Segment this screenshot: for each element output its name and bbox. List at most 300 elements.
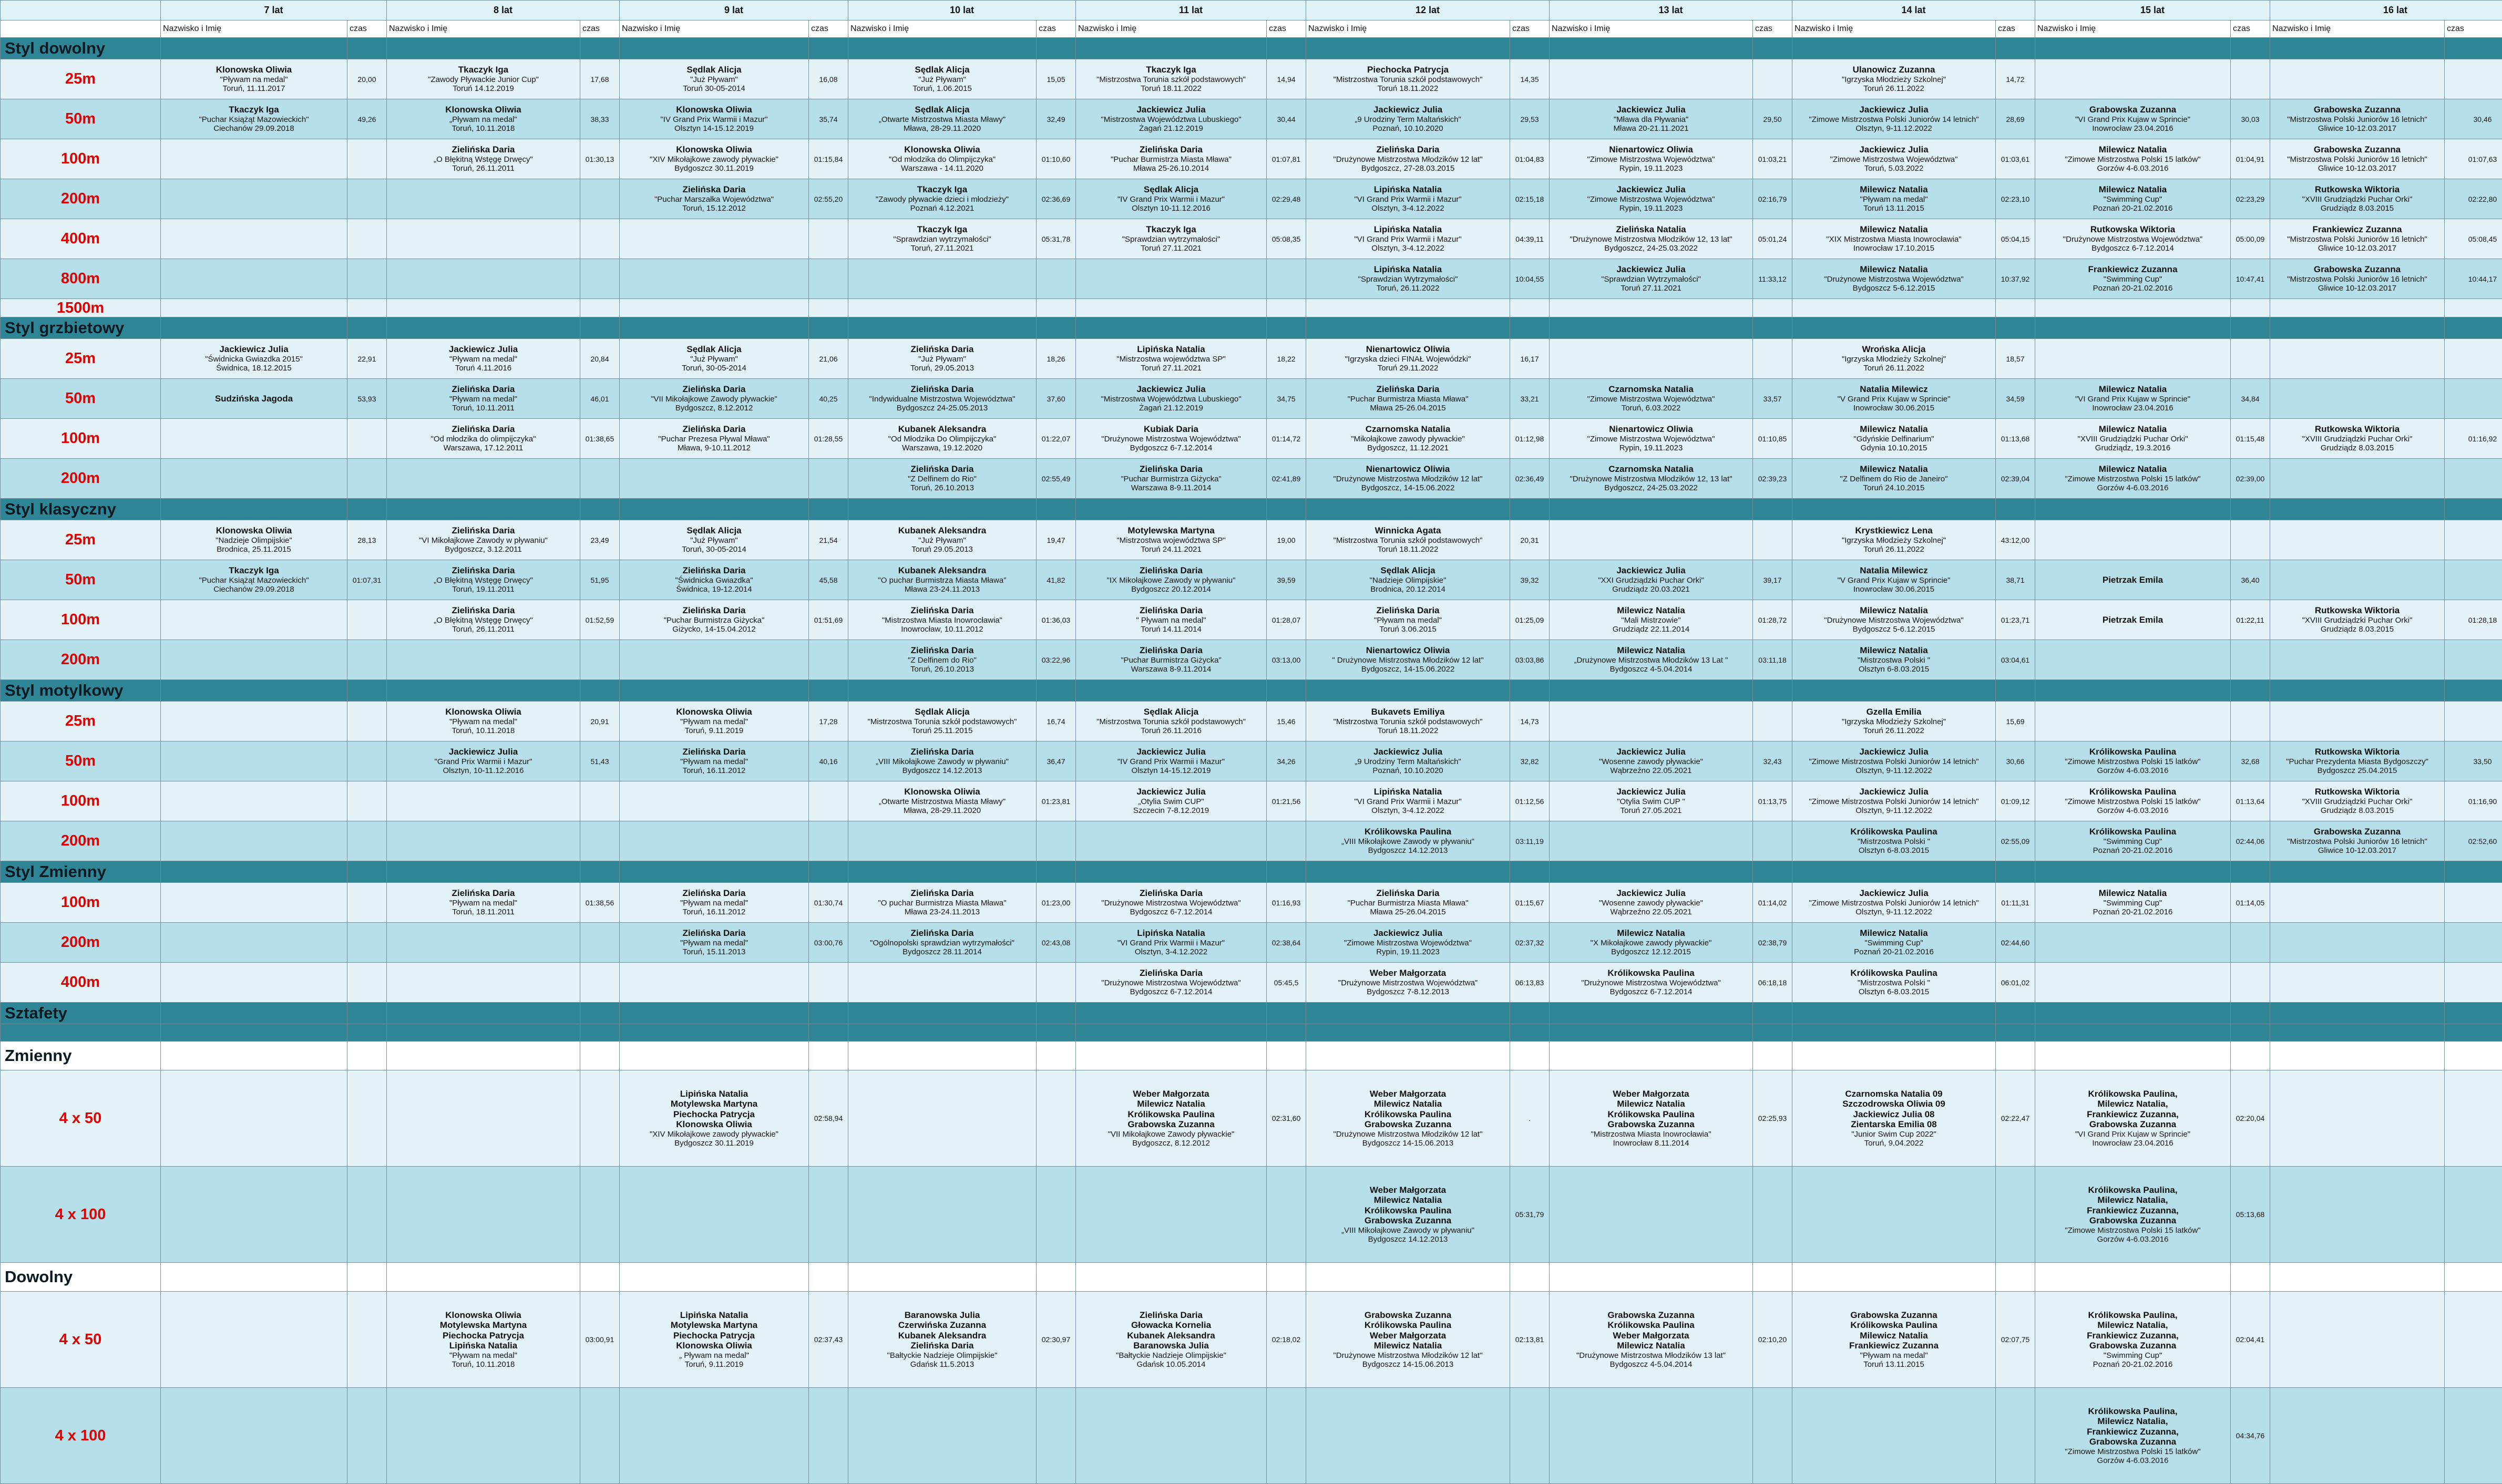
place-date: Gliwice 10-12.03.2017 xyxy=(2272,846,2443,855)
section-fill xyxy=(347,861,387,883)
record-time: 10:44,17 xyxy=(2445,259,2502,299)
record-cell xyxy=(1076,963,1267,1003)
place-date: Olsztyn 10-11.12.2016 xyxy=(1078,204,1265,213)
swimmer-name: Sędlak Alicja xyxy=(1308,565,1508,576)
record-cell xyxy=(2035,179,2231,219)
swimmer-name: Weber Małgorzata Milewicz Natalia Królikowska Paulina Grabowska Zuzanna xyxy=(1078,1089,1265,1130)
record-time: 01:28,55 xyxy=(809,419,848,459)
place-date: Żagań 21.12.2019 xyxy=(1078,404,1265,413)
record-cell xyxy=(1076,339,1267,379)
age-header: 7 lat xyxy=(161,1,387,20)
record-cell xyxy=(2270,560,2445,600)
section-fill xyxy=(1,1024,161,1042)
record-time: . xyxy=(1510,1070,1550,1167)
swimmer-name: Królikowska Paulina xyxy=(2037,747,2229,757)
section-fill xyxy=(848,1003,1037,1024)
place-date: Olsztyn 14-15.12.2019 xyxy=(1078,766,1265,775)
competition-name: "Mistrzostwa Miasta Inowrocławia" xyxy=(1551,1130,1751,1139)
record-time: 30,03 xyxy=(2231,99,2270,139)
place-date: Inowrocław 23.04.2016 xyxy=(2037,1139,2229,1148)
record-time: 01:23,81 xyxy=(1037,781,1076,821)
swimmer-name: Milewicz Natalia xyxy=(1794,264,1994,275)
place-date: Inowrocław 23.04.2016 xyxy=(2037,124,2229,133)
swimmer-name: Grabowska Zuzanna Królikowska Paulina Milewicz Natalia Frankiewicz Zuzanna xyxy=(1794,1310,1994,1351)
record-cell xyxy=(620,923,809,963)
record-time: 37,60 xyxy=(1037,379,1076,419)
swimmer-name: Zielińska Daria xyxy=(850,344,1034,355)
swimmer-name: Zielińska Daria xyxy=(1308,888,1508,899)
record-cell xyxy=(1550,923,1753,963)
section-fill xyxy=(848,1024,1037,1042)
record-cell xyxy=(387,419,580,459)
place-date: Mława 20-21.11.2021 xyxy=(1551,124,1751,133)
record-cell xyxy=(848,459,1037,499)
swimmer-name: Milewicz Natalia xyxy=(2037,464,2229,475)
section-fill xyxy=(1996,499,2035,520)
record-cell xyxy=(2035,520,2231,560)
competition-name: "Pływam na medal" xyxy=(621,757,807,766)
swimmer-name: Klonowska Oliwia xyxy=(388,105,578,115)
swimmer-name: Weber Małgorzata Milewicz Natalia Królikowska Paulina Grabowska Zuzanna xyxy=(1308,1089,1508,1130)
swimmer-name: Jackiewicz Julia xyxy=(388,747,578,757)
section-fill xyxy=(1510,1263,1550,1292)
record-time: 02:36,69 xyxy=(1037,179,1076,219)
record-cell xyxy=(2270,883,2445,923)
competition-name: "Zimowe Mistrzostwa Polski 15 latków" xyxy=(2037,757,2229,766)
swimmer-name: Milewicz Natalia xyxy=(2037,424,2229,435)
age-header: 12 lat xyxy=(1306,1,1550,20)
record-time xyxy=(1996,299,2035,317)
record-cell xyxy=(161,419,347,459)
record-time: 02:23,29 xyxy=(2231,179,2270,219)
section-fill xyxy=(1037,1263,1076,1292)
place-date: Olsztyn 6-8.03.2015 xyxy=(1794,846,1994,855)
section-fill xyxy=(2270,499,2445,520)
section-fill xyxy=(580,1042,620,1070)
swimmer-name: Zielińska Daria xyxy=(1308,384,1508,395)
distance-label: 200m xyxy=(1,459,161,499)
distance-label: 200m xyxy=(1,640,161,680)
record-cell xyxy=(848,1167,1037,1263)
competition-name: "Sprawdzian Wytrzymałości" xyxy=(1551,275,1751,284)
swimmer-name: Grabowska Zuzanna xyxy=(2272,145,2443,155)
time-col-header: czas xyxy=(2231,20,2270,38)
place-date: Olsztyn, 9-11.12.2022 xyxy=(1794,806,1994,815)
record-time: 19,47 xyxy=(1037,520,1076,560)
section-fill xyxy=(1306,1003,1510,1024)
competition-name: „ Pływam na medal" xyxy=(621,1351,807,1360)
section-fill xyxy=(161,317,347,339)
record-cell xyxy=(387,640,580,680)
competition-name: "IV Grand Prix Warmii i Mazur" xyxy=(1078,195,1265,204)
place-date: Toruń, 10.11.2018 xyxy=(388,124,578,133)
competition-name: "Świdnicka Gwiazdka 2015" xyxy=(162,355,345,364)
competition-name: "Wosenne zawody pływackie" xyxy=(1551,899,1751,908)
place-date: Toruń 24.11.2021 xyxy=(1078,545,1265,554)
swimmer-name: Grabowska Zuzanna Królikowska Paulina Weber Małgorzata Milewicz Natalia xyxy=(1308,1310,1508,1351)
record-time: 22,91 xyxy=(347,339,387,379)
record-time xyxy=(2231,59,2270,99)
place-date: Poznań 20-21.02.2016 xyxy=(2037,1360,2229,1369)
place-date: Poznań, 10.10.2020 xyxy=(1308,124,1508,133)
swimmer-name: Rutkowska Wiktoria xyxy=(2272,424,2443,435)
record-cell xyxy=(848,560,1037,600)
event-row xyxy=(1,741,2502,781)
record-cell xyxy=(387,59,580,99)
record-time xyxy=(2445,459,2502,499)
record-time: 20,00 xyxy=(347,59,387,99)
record-cell xyxy=(2035,883,2231,923)
swimmer-name: Królikowska Paulina xyxy=(1794,827,1994,837)
record-time xyxy=(347,419,387,459)
competition-name: "Zimowe Mistrzostwa Województwa" xyxy=(1308,939,1508,947)
record-cell xyxy=(620,339,809,379)
swimmer-name: Jackiewicz Julia xyxy=(1308,105,1508,115)
record-time: 05:08,35 xyxy=(1267,219,1306,259)
record-time: 15,69 xyxy=(1996,702,2035,741)
record-time: 29,53 xyxy=(1510,99,1550,139)
competition-name: "Z Delfinem do Rio" xyxy=(850,475,1034,483)
swimmer-name: Milewicz Natalia xyxy=(1551,928,1751,939)
competition-name: „Drużynowe Mistrzostwa Młodzików 13 Lat " xyxy=(1551,656,1751,665)
record-time xyxy=(1037,299,1076,317)
record-time: 02:55,09 xyxy=(1996,821,2035,861)
record-cell xyxy=(620,419,809,459)
section-fill xyxy=(387,1003,580,1024)
section-fill xyxy=(1306,1024,1510,1042)
swimmer-name: Nienartowicz Oliwia xyxy=(1308,645,1508,656)
section-fill xyxy=(387,1042,580,1070)
record-cell xyxy=(1076,702,1267,741)
swimmer-name: Tkaczyk Iga xyxy=(1078,224,1265,235)
event-row xyxy=(1,821,2502,861)
competition-name: "VII Mikołajkowe Zawody pływackie" xyxy=(1078,1130,1265,1139)
place-date: Toruń 26.11.2022 xyxy=(1794,545,1994,554)
record-time xyxy=(347,459,387,499)
record-cell xyxy=(1076,99,1267,139)
section-row xyxy=(1,680,2502,702)
record-time: 16,17 xyxy=(1510,339,1550,379)
competition-name: "Mistrzostwa województwa SP" xyxy=(1078,355,1265,364)
record-cell xyxy=(2035,1167,2231,1263)
competition-name: "XIX Mistrzostwa Miasta Inowrocławia" xyxy=(1794,235,1994,244)
record-time: 05:31,78 xyxy=(1037,219,1076,259)
record-cell xyxy=(1550,299,1753,317)
record-time: 20,91 xyxy=(580,702,620,741)
record-cell xyxy=(387,219,580,259)
competition-name: "Nadzieje Olimpijskie" xyxy=(162,536,345,545)
place-date: Toruń 18.11.2022 xyxy=(1308,545,1508,554)
competition-name: "Drużynowe Mistrzostwa Młodzików 12 lat" xyxy=(1308,155,1508,164)
record-time: 05:00,09 xyxy=(2231,219,2270,259)
competition-name: "IV Grand Prix Warmii i Mazur" xyxy=(621,115,807,124)
place-date: Bydgoszcz 4-5.04.2014 xyxy=(1551,665,1751,674)
competition-name: "Już Pływam" xyxy=(850,75,1034,84)
swimmer-name: Grabowska Zuzanna xyxy=(2272,264,2443,275)
competition-name: "O puchar Burmistrza Miasta Mława" xyxy=(850,899,1034,908)
section-fill xyxy=(848,1042,1037,1070)
record-time: 14,35 xyxy=(1510,59,1550,99)
record-time: 01:30,74 xyxy=(809,883,848,923)
record-time xyxy=(1510,299,1550,317)
record-time: 38,33 xyxy=(580,99,620,139)
place-date: Toruń 27.05.2021 xyxy=(1551,806,1751,815)
swimmer-name: Piechocka Patrycja xyxy=(1308,65,1508,75)
event-row xyxy=(1,139,2502,179)
section-title: Styl klasyczny xyxy=(1,499,161,520)
record-cell xyxy=(848,59,1037,99)
record-cell xyxy=(1792,520,1996,560)
section-fill xyxy=(347,317,387,339)
swimmer-name: Jackiewicz Julia xyxy=(1078,787,1265,797)
section-fill xyxy=(809,499,848,520)
record-cell xyxy=(1076,1388,1267,1484)
section-row xyxy=(1,499,2502,520)
distance-label: 100m xyxy=(1,781,161,821)
record-time xyxy=(2231,702,2270,741)
place-date: Toruń, 1.06.2015 xyxy=(850,84,1034,93)
record-cell xyxy=(620,741,809,781)
swimmer-name: Lipińska Natalia xyxy=(1078,928,1265,939)
record-cell xyxy=(387,179,580,219)
place-date: Toruń 24.10.2015 xyxy=(1794,483,1994,492)
place-date: Toruń 26.11.2022 xyxy=(1794,364,1994,373)
record-time: 01:07,31 xyxy=(347,560,387,600)
competition-name: "Drużynowe Mistrzostwa Województwa" xyxy=(1078,899,1265,908)
competition-name: „VIII Mikołajkowe Zawody w pływaniu" xyxy=(850,757,1034,766)
section-fill xyxy=(1306,680,1510,702)
competition-name: "V Grand Prix Kujaw w Sprincie" xyxy=(1794,576,1994,585)
section-fill xyxy=(347,680,387,702)
record-cell xyxy=(2270,923,2445,963)
place-date: Toruń, 26.11.2022 xyxy=(1308,284,1508,293)
record-time: 02:16,79 xyxy=(1753,179,1792,219)
swimmer-name: Lipińska Natalia xyxy=(1308,787,1508,797)
record-time: 02:18,02 xyxy=(1267,1292,1306,1388)
record-time: 19,00 xyxy=(1267,520,1306,560)
section-fill xyxy=(2035,680,2231,702)
place-date: Giżycko, 14-15.04.2012 xyxy=(621,625,807,634)
section-fill xyxy=(161,861,347,883)
record-cell xyxy=(387,1388,580,1484)
record-cell xyxy=(1550,59,1753,99)
record-time: 01:04,91 xyxy=(2231,139,2270,179)
competition-name: "Pływam na medal" xyxy=(162,75,345,84)
record-time xyxy=(347,640,387,680)
competition-name: "Swimming Cup" xyxy=(2037,837,2229,846)
record-time: 03:04,61 xyxy=(1996,640,2035,680)
competition-name: "Igrzyska Młodzieży Szkolnej" xyxy=(1794,75,1994,84)
section-fill xyxy=(2445,1263,2502,1292)
swimmer-name: Zielińska Daria xyxy=(621,605,807,616)
record-cell xyxy=(620,883,809,923)
competition-name: "Mistrzostwa Torunia szkół podstawowych" xyxy=(1308,536,1508,545)
record-cell xyxy=(1306,299,1510,317)
event-row xyxy=(1,640,2502,680)
place-date: Toruń 30-05-2014 xyxy=(621,84,807,93)
place-date: Toruń, 26.11.2011 xyxy=(388,164,578,173)
record-cell xyxy=(1306,702,1510,741)
swimmer-name: Milewicz Natalia xyxy=(1794,424,1994,435)
swimmer-name: Milewicz Natalia xyxy=(1794,645,1994,656)
swimmer-name: Winnicka Agata xyxy=(1308,525,1508,536)
distance-label: 25m xyxy=(1,702,161,741)
time-col-header: czas xyxy=(1753,20,1792,38)
section-fill xyxy=(161,1003,347,1024)
event-row xyxy=(1,1070,2502,1167)
swimmer-name: Jackiewicz Julia xyxy=(1551,787,1751,797)
place-date: Mława, 9-10.11.2012 xyxy=(621,444,807,452)
competition-name: "IV Grand Prix Warmii i Mazur" xyxy=(1078,757,1265,766)
place-date: Olsztyn 14-15.12.2019 xyxy=(621,124,807,133)
record-cell xyxy=(161,963,347,1003)
place-date: Toruń, 15.12.2012 xyxy=(621,204,807,213)
section-fill xyxy=(1550,38,1753,59)
record-cell xyxy=(2270,963,2445,1003)
swimmer-name: Zielińska Daria xyxy=(1078,464,1265,475)
record-time: 01:14,02 xyxy=(1753,883,1792,923)
record-time: 32,82 xyxy=(1510,741,1550,781)
record-cell xyxy=(387,821,580,861)
record-cell xyxy=(620,219,809,259)
swimmer-name: Klonowska Oliwia xyxy=(621,707,807,717)
record-time: 03:22,96 xyxy=(1037,640,1076,680)
swimmer-name: Rutkowska Wiktoria xyxy=(2272,605,2443,616)
record-cell xyxy=(1306,1167,1510,1263)
record-cell xyxy=(1306,963,1510,1003)
competition-name: "Już Pływam" xyxy=(850,355,1034,364)
record-time xyxy=(1753,702,1792,741)
record-cell xyxy=(1076,59,1267,99)
record-time xyxy=(2231,299,2270,317)
place-date: Bydgoszcz 28.11.2014 xyxy=(850,947,1034,956)
record-time: 01:16,92 xyxy=(2445,419,2502,459)
section-fill xyxy=(1550,1024,1753,1042)
record-cell xyxy=(387,781,580,821)
section-fill xyxy=(2035,1042,2231,1070)
event-row xyxy=(1,923,2502,963)
place-date: Toruń, 10.11.2011 xyxy=(388,404,578,413)
record-cell xyxy=(161,781,347,821)
competition-name: "Mistrzostwa Polski Juniorów 16 letnich" xyxy=(2272,155,2443,164)
record-time xyxy=(347,821,387,861)
swimmer-name: Zielińska Daria xyxy=(621,184,807,195)
record-time xyxy=(347,883,387,923)
record-time: 01:28,18 xyxy=(2445,600,2502,640)
competition-name: "Drużynowe Mistrzostwa Województwa" xyxy=(1551,978,1751,987)
section-fill xyxy=(2445,1003,2502,1024)
record-time: 36,47 xyxy=(1037,741,1076,781)
record-cell xyxy=(387,299,580,317)
record-cell xyxy=(848,179,1037,219)
swimmer-name: Rutkowska Wiktoria xyxy=(2272,747,2443,757)
competition-name: "Mistrzostwa Torunia szkół podstawowych" xyxy=(1308,75,1508,84)
record-cell xyxy=(620,299,809,317)
record-time: 34,84 xyxy=(2231,379,2270,419)
swimmer-name: Milewicz Natalia xyxy=(1794,928,1994,939)
record-time xyxy=(809,781,848,821)
swimmer-name: Milewicz Natalia xyxy=(2037,145,2229,155)
place-date: Grudziądz 8.03.2015 xyxy=(2272,204,2443,213)
record-cell xyxy=(848,1292,1037,1388)
section-fill xyxy=(387,38,580,59)
record-cell xyxy=(2035,963,2231,1003)
section-fill xyxy=(809,317,848,339)
place-date: Brodnica, 25.11.2015 xyxy=(162,545,345,554)
section-fill xyxy=(1267,499,1306,520)
place-date: Warszawa - 14.11.2020 xyxy=(850,164,1034,173)
swimmer-name: Zielińska Daria xyxy=(850,747,1034,757)
competition-name: "Zimowe Mistrzostwa Polski Juniorów 14 letnich" xyxy=(1794,797,1994,806)
competition-name: "Igrzyska dzieci FINAŁ Wojewódzki" xyxy=(1308,355,1508,364)
corner-cell xyxy=(1,1,161,20)
record-time: 01:13,64 xyxy=(2231,781,2270,821)
swimmer-name: Grabowska Zuzanna xyxy=(2037,105,2229,115)
record-time xyxy=(347,1292,387,1388)
section-fill xyxy=(2231,1042,2270,1070)
event-row xyxy=(1,339,2502,379)
record-time: 02:41,89 xyxy=(1267,459,1306,499)
swimmer-name: Milewicz Natalia xyxy=(1794,224,1994,235)
section-fill xyxy=(2231,680,2270,702)
event-row xyxy=(1,179,2502,219)
place-date: Gdańsk 11.5.2013 xyxy=(850,1360,1034,1369)
section-fill xyxy=(2231,1263,2270,1292)
record-cell xyxy=(1550,259,1753,299)
record-cell xyxy=(1306,1070,1510,1167)
record-time: 03:11,19 xyxy=(1510,821,1550,861)
record-time: 01:10,60 xyxy=(1037,139,1076,179)
age-header: 9 lat xyxy=(620,1,848,20)
record-cell xyxy=(2270,1167,2445,1263)
record-cell xyxy=(1076,600,1267,640)
place-date: Olsztyn, 3-4.12.2022 xyxy=(1078,947,1265,956)
record-cell xyxy=(387,339,580,379)
place-date: Toruń, 6.03.2022 xyxy=(1551,404,1751,413)
record-cell xyxy=(848,99,1037,139)
place-date: Toruń, 30-05-2014 xyxy=(621,364,807,373)
record-cell xyxy=(620,1070,809,1167)
record-cell xyxy=(848,963,1037,1003)
competition-name: "Pływam na medal" xyxy=(388,355,578,364)
swimmer-name: Sędlak Alicja xyxy=(1078,707,1265,717)
record-cell xyxy=(1306,419,1510,459)
swimmer-name: Zielińska Daria xyxy=(621,384,807,395)
record-time xyxy=(809,1167,848,1263)
record-cell xyxy=(2270,259,2445,299)
section-fill xyxy=(1076,861,1267,883)
section-fill xyxy=(1792,1042,1996,1070)
swimmer-name: Motylewska Martyna xyxy=(1078,525,1265,536)
record-time: 01:12,56 xyxy=(1510,781,1550,821)
swimmer-name: Zielińska Daria xyxy=(1078,968,1265,978)
record-cell xyxy=(161,640,347,680)
swimmer-name: Rutkowska Wiktoria xyxy=(2272,787,2443,797)
place-date: Brodnica, 20.12.2014 xyxy=(1308,585,1508,594)
record-cell xyxy=(1076,419,1267,459)
record-cell xyxy=(620,459,809,499)
record-cell xyxy=(2270,379,2445,419)
swimmer-name: Królikowska Paulina, Milewicz Natalia, Frankiewicz Zuzanna, Grabowska Zuzanna xyxy=(2037,1406,2229,1447)
record-cell xyxy=(1550,339,1753,379)
section-fill xyxy=(620,861,809,883)
competition-name: "Już Pływam" xyxy=(621,355,807,364)
swimmer-name: Lipińska Natalia xyxy=(1308,224,1508,235)
section-fill xyxy=(1550,499,1753,520)
section-fill xyxy=(1753,317,1792,339)
competition-name: "Gdyńskie Delfinarium" xyxy=(1794,435,1994,444)
competition-name: "Zimowe Mistrzostwa Polski 15 latków" xyxy=(2037,1447,2229,1456)
